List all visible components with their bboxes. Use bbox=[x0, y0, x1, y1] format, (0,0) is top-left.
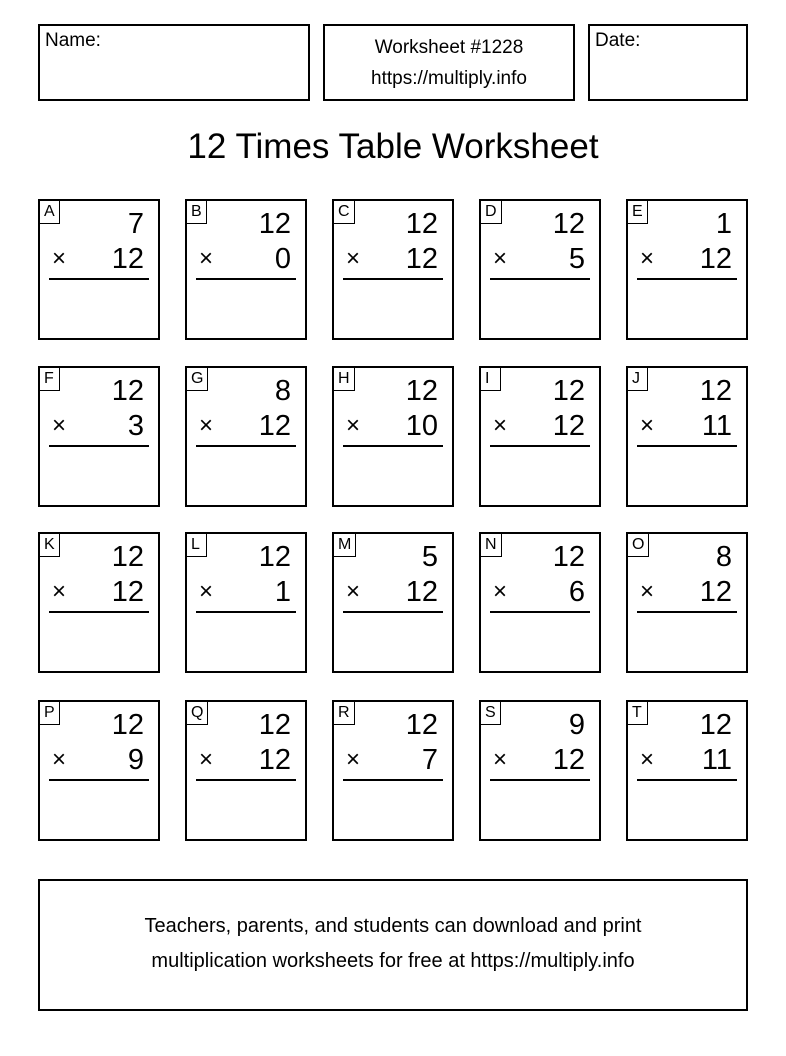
problem-letter: P bbox=[39, 701, 60, 725]
answer-line bbox=[490, 779, 590, 781]
multiplier: 5 bbox=[568, 243, 585, 275]
times-sign: × bbox=[493, 746, 508, 773]
multiplicand: 8 bbox=[274, 375, 291, 407]
multiplier: 3 bbox=[127, 410, 144, 442]
page-title: 12 Times Table Worksheet bbox=[187, 127, 599, 166]
multiplicand: 12 bbox=[405, 208, 438, 240]
multiplicand: 1 bbox=[715, 208, 732, 240]
problem-card[interactable] bbox=[38, 366, 160, 507]
multiplier: 12 bbox=[552, 410, 585, 442]
problem-card[interactable] bbox=[185, 532, 307, 673]
problem-card[interactable] bbox=[479, 700, 601, 841]
answer-line bbox=[637, 611, 737, 613]
problem-card[interactable] bbox=[479, 199, 601, 340]
times-sign: × bbox=[640, 746, 655, 773]
problem-card[interactable] bbox=[38, 199, 160, 340]
answer-line bbox=[490, 611, 590, 613]
multiplicand: 12 bbox=[111, 709, 144, 741]
problem-letter: D bbox=[480, 200, 502, 224]
problem-letter: C bbox=[333, 200, 355, 224]
multiplicand: 12 bbox=[699, 709, 732, 741]
problem-card[interactable] bbox=[332, 199, 454, 340]
times-sign: × bbox=[346, 412, 361, 439]
problem-letter: O bbox=[627, 533, 649, 557]
problem-card[interactable] bbox=[626, 532, 748, 673]
times-sign: × bbox=[346, 578, 361, 605]
footer-line-2: multiplication worksheets for free at https://multiply.info bbox=[151, 950, 635, 972]
answer-line bbox=[637, 278, 737, 280]
problem-letter: G bbox=[186, 367, 208, 391]
multiplier: 12 bbox=[111, 576, 144, 608]
multiplicand: 12 bbox=[552, 541, 585, 573]
multiplicand: 7 bbox=[127, 208, 144, 240]
answer-line bbox=[343, 278, 443, 280]
multiplier: 1 bbox=[274, 576, 291, 608]
problem-letter: B bbox=[186, 200, 207, 224]
answer-line bbox=[343, 445, 443, 447]
multiplicand: 12 bbox=[552, 375, 585, 407]
multiplier: 7 bbox=[421, 744, 438, 776]
answer-line bbox=[49, 278, 149, 280]
multiplicand: 12 bbox=[111, 541, 144, 573]
multiplicand: 5 bbox=[421, 541, 438, 573]
answer-line bbox=[196, 611, 296, 613]
problem-letter: K bbox=[39, 533, 60, 557]
multiplier: 12 bbox=[111, 243, 144, 275]
multiplier: 12 bbox=[405, 576, 438, 608]
answer-line bbox=[196, 278, 296, 280]
answer-line bbox=[49, 611, 149, 613]
times-sign: × bbox=[493, 245, 508, 272]
website-url: https://multiply.info bbox=[371, 68, 527, 89]
times-sign: × bbox=[493, 412, 508, 439]
multiplicand: 12 bbox=[258, 709, 291, 741]
times-sign: × bbox=[52, 578, 67, 605]
footer-line-1: Teachers, parents, and students can download and print bbox=[144, 915, 642, 937]
date-box[interactable] bbox=[588, 24, 748, 101]
times-sign: × bbox=[640, 578, 655, 605]
problem-letter: R bbox=[333, 701, 355, 725]
name-label: Name: bbox=[45, 30, 101, 51]
problem-letter: S bbox=[480, 701, 501, 725]
multiplicand: 8 bbox=[715, 541, 732, 573]
name-box[interactable] bbox=[38, 24, 310, 101]
problem-letter: T bbox=[627, 701, 648, 725]
multiplier: 10 bbox=[405, 410, 438, 442]
problem-card[interactable] bbox=[626, 199, 748, 340]
multiplier: 11 bbox=[701, 744, 732, 776]
problem-card[interactable] bbox=[332, 366, 454, 507]
answer-line bbox=[343, 611, 443, 613]
problem-card[interactable] bbox=[626, 700, 748, 841]
answer-line bbox=[490, 445, 590, 447]
answer-line bbox=[343, 779, 443, 781]
multiplier: 12 bbox=[405, 243, 438, 275]
multiplicand: 12 bbox=[552, 208, 585, 240]
date-label: Date: bbox=[595, 30, 641, 51]
problem-card[interactable] bbox=[479, 532, 601, 673]
multiplier: 9 bbox=[127, 744, 144, 776]
answer-line bbox=[49, 779, 149, 781]
multiplier: 12 bbox=[258, 410, 291, 442]
problem-card[interactable] bbox=[479, 366, 601, 507]
problem-card[interactable] bbox=[185, 700, 307, 841]
times-sign: × bbox=[640, 412, 655, 439]
problem-card[interactable] bbox=[332, 700, 454, 841]
multiplicand: 12 bbox=[258, 541, 291, 573]
problem-letter: E bbox=[627, 200, 648, 224]
times-sign: × bbox=[346, 746, 361, 773]
multiplicand: 12 bbox=[405, 375, 438, 407]
problem-letter: M bbox=[333, 533, 356, 557]
worksheet-info-box bbox=[323, 24, 575, 101]
answer-line bbox=[490, 278, 590, 280]
multiplier: 12 bbox=[258, 744, 291, 776]
answer-line bbox=[637, 779, 737, 781]
answer-line bbox=[196, 779, 296, 781]
problem-card[interactable] bbox=[332, 532, 454, 673]
multiplier: 12 bbox=[699, 243, 732, 275]
problem-card[interactable] bbox=[185, 199, 307, 340]
problem-letter: H bbox=[333, 367, 355, 391]
times-sign: × bbox=[199, 245, 214, 272]
multiplicand: 12 bbox=[699, 375, 732, 407]
problem-letter: F bbox=[39, 367, 60, 391]
problem-card[interactable] bbox=[38, 700, 160, 841]
times-sign: × bbox=[346, 245, 361, 272]
multiplicand: 12 bbox=[258, 208, 291, 240]
worksheet-number: Worksheet #1228 bbox=[374, 37, 524, 58]
problem-letter: L bbox=[186, 533, 207, 557]
times-sign: × bbox=[199, 746, 214, 773]
problem-card[interactable] bbox=[185, 366, 307, 507]
times-sign: × bbox=[640, 245, 655, 272]
problem-letter: I bbox=[480, 367, 501, 391]
problem-letter: Q bbox=[186, 701, 208, 725]
multiplicand: 12 bbox=[405, 709, 438, 741]
problem-letter: J bbox=[627, 367, 648, 391]
problem-card[interactable] bbox=[38, 532, 160, 673]
multiplicand: 9 bbox=[568, 709, 585, 741]
times-sign: × bbox=[52, 412, 67, 439]
times-sign: × bbox=[52, 245, 67, 272]
problem-card[interactable] bbox=[626, 366, 748, 507]
multiplicand: 12 bbox=[111, 375, 144, 407]
answer-line bbox=[637, 445, 737, 447]
multiplier: 6 bbox=[568, 576, 585, 608]
times-sign: × bbox=[199, 412, 214, 439]
multiplier: 11 bbox=[701, 410, 732, 442]
multiplier: 12 bbox=[552, 744, 585, 776]
times-sign: × bbox=[52, 746, 67, 773]
answer-line bbox=[49, 445, 149, 447]
problem-letter: A bbox=[39, 200, 60, 224]
times-sign: × bbox=[493, 578, 508, 605]
multiplier: 12 bbox=[699, 576, 732, 608]
footer-box bbox=[38, 879, 748, 1011]
multiplier: 0 bbox=[274, 243, 291, 275]
answer-line bbox=[196, 445, 296, 447]
problem-letter: N bbox=[480, 533, 502, 557]
times-sign: × bbox=[199, 578, 214, 605]
